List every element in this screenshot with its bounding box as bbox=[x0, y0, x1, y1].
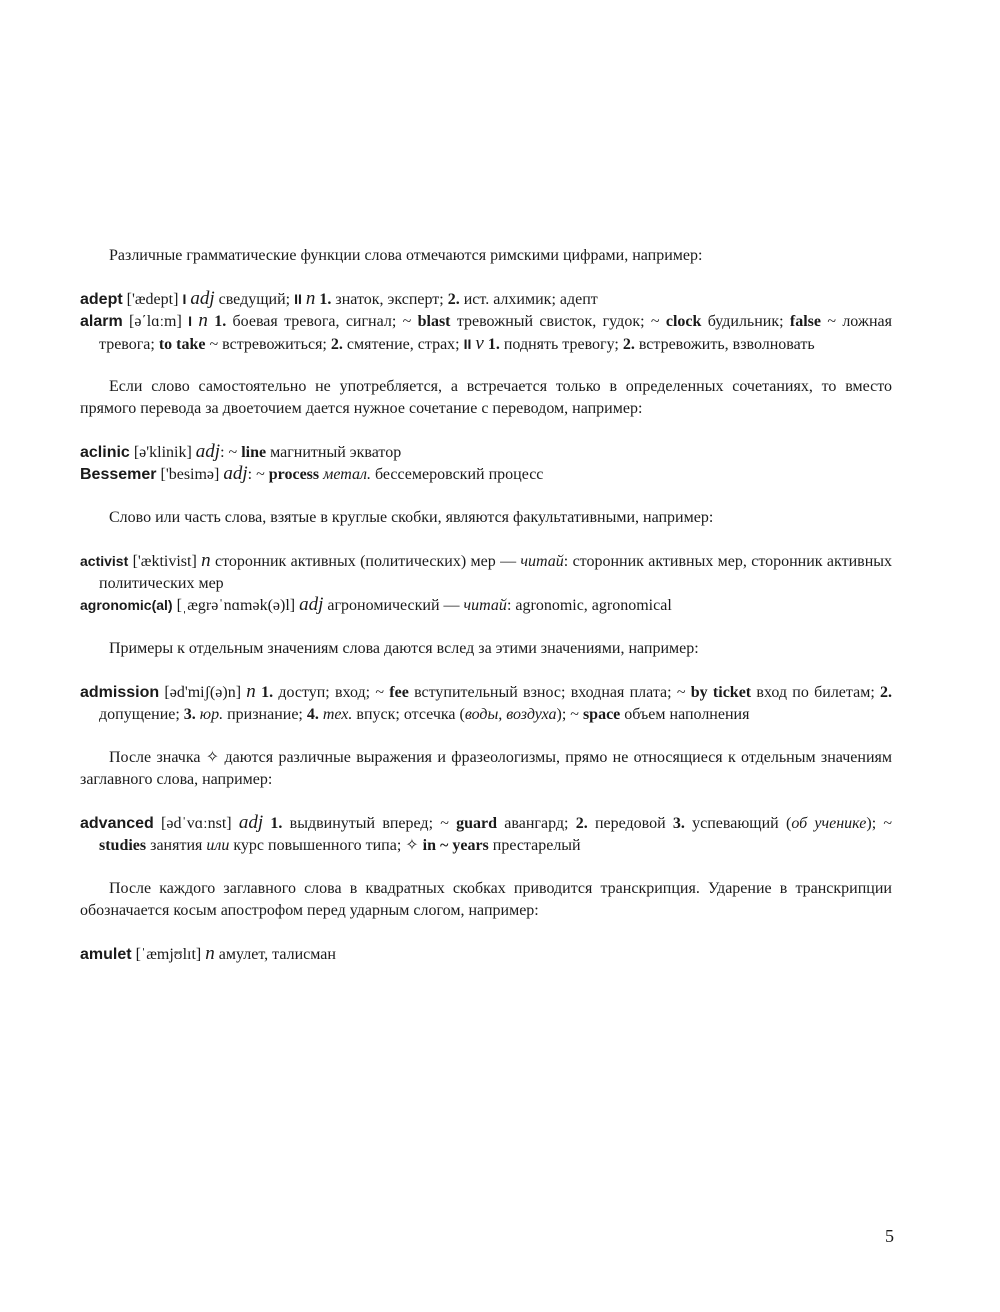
example-phrase: guard bbox=[456, 815, 498, 832]
page-number: 5 bbox=[885, 1226, 894, 1246]
read-as-label: читай bbox=[520, 553, 564, 570]
entry-aclinic bbox=[80, 441, 892, 464]
idiom-phrase: in ~ years bbox=[422, 837, 489, 854]
entry-agronomical bbox=[80, 594, 892, 617]
definition-text: ~ ложная тревога; bbox=[99, 313, 892, 353]
entry-bessemer bbox=[80, 463, 892, 486]
sense-number: 1. bbox=[319, 291, 332, 308]
part-of-speech: adj bbox=[238, 812, 264, 833]
example-phrase: to take bbox=[158, 336, 206, 353]
definition-text: тревожный свисток, гудок; ~ bbox=[450, 313, 666, 330]
definition-text: курс повышенного типа; ✧ bbox=[229, 837, 423, 854]
field-label: метал. bbox=[323, 466, 371, 483]
part-of-speech: n bbox=[205, 943, 215, 964]
definition-text: ); ~ bbox=[866, 815, 893, 832]
definition-text: успевающий ( bbox=[684, 815, 792, 832]
entry-activist bbox=[80, 550, 892, 595]
example-phrase: by ticket bbox=[690, 684, 752, 701]
entry-advanced bbox=[80, 812, 892, 857]
headword: Bessemer bbox=[80, 466, 157, 483]
roman-numeral: I bbox=[188, 313, 193, 329]
headword: amulet bbox=[80, 946, 132, 963]
definition-text: ~ встревожиться; bbox=[205, 336, 331, 353]
definition-text: сторонник активных (политических) мер — bbox=[210, 553, 521, 570]
roman-numeral: II bbox=[294, 291, 302, 307]
entry-alarm bbox=[80, 310, 892, 356]
transcription: [ədˈvɑːnst] bbox=[153, 815, 239, 832]
example-phrase: blast bbox=[417, 313, 451, 330]
definition-text: передовой bbox=[587, 815, 673, 832]
example-phrase: studies bbox=[99, 837, 147, 854]
example-phrase: fee bbox=[389, 684, 409, 701]
sense-number: 1. bbox=[487, 336, 500, 353]
transcription: [ə΄lɑːm] bbox=[122, 313, 189, 330]
example-phrase: line bbox=[241, 444, 267, 461]
definition-text: встревожить, взволновать bbox=[634, 336, 815, 353]
entry-adept bbox=[80, 288, 892, 311]
definition-text: знаток, эксперт; bbox=[331, 291, 448, 308]
definition-text: смятение, страх; bbox=[342, 336, 464, 353]
definition-text: : сторонник активных мер, сторонник активных политических мер bbox=[99, 553, 893, 592]
definition-text: ист. алхимик; адепт bbox=[459, 291, 598, 308]
intro-paragraph-collocations: Если слово самостоятельно не употребляется, а встречается только в определенных сочетаниях, то вместо прямого перевода за двоеточием дается нужное сочетание с переводом, например: bbox=[80, 378, 892, 417]
definition-text: допущение; bbox=[99, 706, 184, 723]
transcription: [ə'klinik] bbox=[129, 444, 196, 461]
roman-numeral: I bbox=[182, 291, 187, 307]
definition-text: : agronomic, agronomical bbox=[506, 597, 672, 614]
transcription: ['besimə] bbox=[156, 466, 224, 483]
definition-text: вход по билетам; bbox=[751, 684, 881, 701]
definition-text: доступ; вход; ~ bbox=[273, 684, 390, 701]
intro-paragraph-optional-parts: Слово или часть слова, взятые в круглые скобки, являются факультативными, например: bbox=[109, 509, 714, 526]
definition-text: : ~ bbox=[220, 444, 242, 461]
headword: agronomic(al) bbox=[80, 597, 173, 613]
headword: adept bbox=[80, 291, 123, 308]
definition-text: будильник; bbox=[701, 313, 790, 330]
usage-note: воды, воздуха bbox=[464, 706, 557, 723]
definition-text: авангард; bbox=[497, 815, 576, 832]
part-of-speech: adj bbox=[223, 463, 248, 484]
sense-number: 3. bbox=[672, 815, 685, 832]
part-of-speech: n bbox=[246, 681, 256, 702]
part-of-speech: adj bbox=[190, 288, 215, 309]
intro-paragraph-roman-numerals: Различные грамматические функции слова отмечаются римскими цифрами, например: bbox=[109, 247, 703, 264]
sense-number: 1. bbox=[270, 815, 283, 832]
sense-number: 4. bbox=[306, 706, 319, 723]
definition-text: сведущий; bbox=[214, 291, 295, 308]
sense-number: 3. bbox=[183, 706, 196, 723]
definition-text: ); ~ bbox=[556, 706, 583, 723]
example-phrase: space bbox=[582, 706, 621, 723]
usage-note: об ученике bbox=[791, 815, 867, 832]
definition-text: занятия bbox=[146, 837, 207, 854]
sense-number: 2. bbox=[622, 336, 635, 353]
intro-paragraph-transcription: После каждого заглавного слова в квадратных скобках приводится транскрипция. Ударение в транскрипции обозначается косым апострофом перед ударным слогом, например: bbox=[80, 880, 892, 919]
read-as-label: читай bbox=[463, 597, 507, 614]
part-of-speech: n bbox=[201, 550, 211, 571]
transcription: ['æktivist] bbox=[128, 553, 202, 570]
definition-text: магнитный экватор bbox=[266, 444, 402, 461]
sense-number: 1. bbox=[214, 313, 227, 330]
part-of-speech: v bbox=[475, 333, 484, 354]
intro-paragraph-examples: Примеры к отдельным значениям слова даются вслед за этими значениями, например: bbox=[109, 640, 699, 657]
part-of-speech: n bbox=[305, 288, 316, 309]
sense-number: 2. bbox=[575, 815, 588, 832]
part-of-speech: n bbox=[198, 310, 208, 331]
definition-text: бессемеровский процесс bbox=[370, 466, 544, 483]
sense-number: 2. bbox=[880, 684, 893, 701]
example-phrase: clock bbox=[665, 313, 702, 330]
transcription: [əd'miʃ(ə)n] bbox=[159, 684, 247, 701]
definition-text: признание; bbox=[223, 706, 307, 723]
field-label: юр. bbox=[199, 706, 224, 723]
transcription: [ˈæmjʊlɪt] bbox=[131, 946, 206, 963]
transcription: ['ædept] bbox=[122, 291, 183, 308]
entry-amulet bbox=[80, 943, 892, 966]
headword: admission bbox=[80, 684, 160, 701]
headword: aclinic bbox=[80, 444, 130, 461]
field-label: тех. bbox=[322, 706, 353, 723]
definition-text: агрономический — bbox=[323, 597, 464, 614]
intro-paragraph-idioms: После значка ✧ даются различные выражения и фразеологизмы, прямо не относящиеся к отдельным значениям заглавного слова, например: bbox=[80, 749, 892, 788]
headword: advanced bbox=[80, 815, 154, 832]
part-of-speech: adj bbox=[195, 441, 221, 462]
definition-text: вступительный взнос; входная плата; ~ bbox=[408, 684, 691, 701]
definition-text: престарелый bbox=[488, 837, 581, 854]
entry-admission bbox=[80, 681, 892, 726]
definition-text: выдвинутый вперед; ~ bbox=[282, 815, 457, 832]
sense-number: 2. bbox=[447, 291, 460, 308]
definition-text: объем наполнения bbox=[620, 706, 750, 723]
definition-text: боевая тревога, сигнал; ~ bbox=[226, 313, 418, 330]
usage-note: или bbox=[206, 837, 230, 854]
definition-text: амулет, талисман bbox=[214, 946, 336, 963]
definition-text: впуск; отсечка ( bbox=[352, 706, 465, 723]
example-phrase: false bbox=[789, 313, 822, 330]
definition-text: поднять тревогу; bbox=[499, 336, 623, 353]
roman-numeral: II bbox=[463, 336, 472, 352]
sense-number: 1. bbox=[261, 684, 274, 701]
transcription: [ˌægrəˈnɑmək(ə)l] bbox=[172, 597, 300, 614]
example-phrase: process bbox=[268, 466, 320, 483]
headword: activist bbox=[80, 553, 129, 569]
headword: alarm bbox=[80, 313, 123, 330]
part-of-speech: adj bbox=[299, 594, 324, 615]
definition-text: : ~ bbox=[247, 466, 269, 483]
sense-number: 2. bbox=[330, 336, 343, 353]
